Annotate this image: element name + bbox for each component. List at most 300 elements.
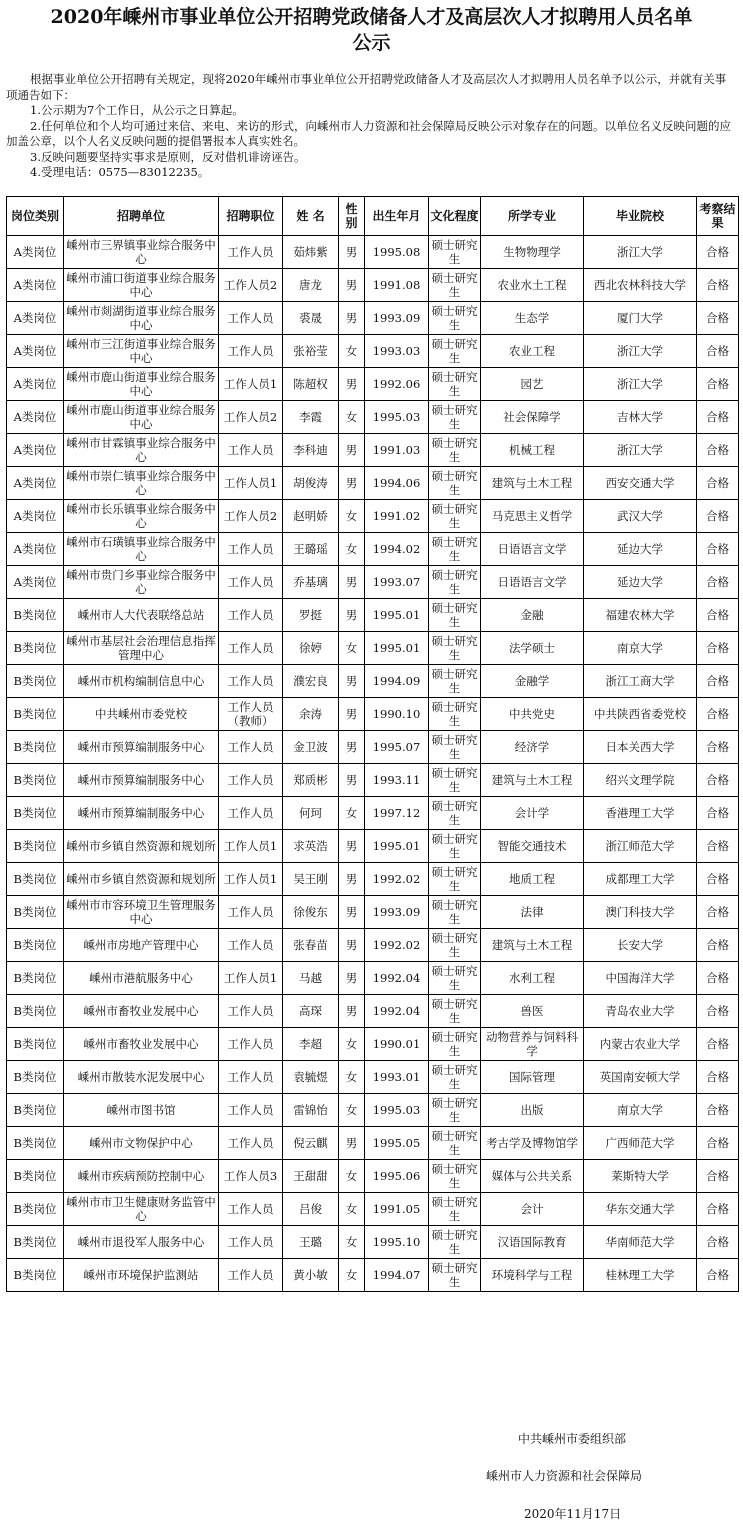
cell-position: 工作人员 xyxy=(219,302,283,335)
cell-name: 余涛 xyxy=(283,698,339,731)
cell-gender: 女 xyxy=(339,401,365,434)
cell-name: 徐婷 xyxy=(283,632,339,665)
cell-name: 高琛 xyxy=(283,995,339,1028)
cell-name: 袁毓煜 xyxy=(283,1061,339,1094)
cell-major: 国际管理 xyxy=(481,1061,584,1094)
cell-major: 社会保障学 xyxy=(481,401,584,434)
cell-employer: 嵊州市石璜镇事业综合服务中心 xyxy=(64,533,219,566)
table-row xyxy=(7,1094,739,1127)
table-row xyxy=(7,599,739,632)
cell-result: 合格 xyxy=(697,1259,739,1292)
cell-post-category: B类岗位 xyxy=(7,599,64,632)
cell-name: 金卫波 xyxy=(283,731,339,764)
cell-education: 硕士研究生 xyxy=(429,929,481,962)
cell-birth: 1992.04 xyxy=(365,995,429,1028)
cell-school: 西北农林科技大学 xyxy=(584,269,697,302)
table-row xyxy=(7,401,739,434)
header-school: 毕业院校 xyxy=(584,197,697,236)
cell-birth: 1995.05 xyxy=(365,1127,429,1160)
table-header-row xyxy=(7,197,739,236)
cell-employer: 嵊州市崇仁镇事业综合服务中心 xyxy=(64,467,219,500)
cell-position: 工作人员 xyxy=(219,929,283,962)
cell-birth: 1995.07 xyxy=(365,731,429,764)
cell-result: 合格 xyxy=(697,830,739,863)
cell-major: 马克思主义哲学 xyxy=(481,500,584,533)
cell-birth: 1991.02 xyxy=(365,500,429,533)
cell-school: 莱斯特大学 xyxy=(584,1160,697,1193)
cell-birth: 1993.11 xyxy=(365,764,429,797)
cell-school: 浙江大学 xyxy=(584,335,697,368)
cell-birth: 1993.09 xyxy=(365,302,429,335)
table-row xyxy=(7,1193,739,1226)
cell-education: 硕士研究生 xyxy=(429,632,481,665)
cell-post-category: B类岗位 xyxy=(7,797,64,830)
header-major: 所学专业 xyxy=(481,197,584,236)
cell-school: 澳门科技大学 xyxy=(584,896,697,929)
cell-education: 硕士研究生 xyxy=(429,1160,481,1193)
cell-employer: 嵊州市剡湖街道事业综合服务中心 xyxy=(64,302,219,335)
cell-result: 合格 xyxy=(697,995,739,1028)
cell-result: 合格 xyxy=(697,1127,739,1160)
table-row xyxy=(7,830,739,863)
cell-major: 汉语国际教育 xyxy=(481,1226,584,1259)
cell-school: 日本关西大学 xyxy=(584,731,697,764)
cell-education: 硕士研究生 xyxy=(429,566,481,599)
cell-post-category: B类岗位 xyxy=(7,896,64,929)
cell-birth: 1994.06 xyxy=(365,467,429,500)
cell-employer: 嵊州市畜牧业发展中心 xyxy=(64,1028,219,1061)
cell-birth: 1990.01 xyxy=(365,1028,429,1061)
cell-post-category: B类岗位 xyxy=(7,665,64,698)
cell-employer: 嵊州市港航服务中心 xyxy=(64,962,219,995)
intro-item-2: 2.任何单位和个人均可通过来信、来电、来访的形式，向嵊州市人力资源和社会保障局反映公示对象存在的问题。以单位名义反映问题的应加盖公章，以个人名义反映问题的提倡署报本人真实姓名。 xyxy=(6,118,731,148)
cell-education: 硕士研究生 xyxy=(429,533,481,566)
cell-employer: 嵊州市贵门乡事业综合服务中心 xyxy=(64,566,219,599)
cell-major: 农业工程 xyxy=(481,335,584,368)
cell-position: 工作人员1 xyxy=(219,863,283,896)
table-row xyxy=(7,764,739,797)
cell-position: 工作人员2 xyxy=(219,500,283,533)
cell-post-category: A类岗位 xyxy=(7,236,64,269)
cell-result: 合格 xyxy=(697,434,739,467)
cell-gender: 男 xyxy=(339,830,365,863)
cell-position: 工作人员 xyxy=(219,665,283,698)
cell-name: 徐俊东 xyxy=(283,896,339,929)
cell-gender: 女 xyxy=(339,1028,365,1061)
cell-major: 金融 xyxy=(481,599,584,632)
cell-result: 合格 xyxy=(697,302,739,335)
cell-employer: 嵊州市市卫生健康财务监管中心 xyxy=(64,1193,219,1226)
cell-birth: 1992.06 xyxy=(365,368,429,401)
candidate-table xyxy=(6,196,739,1292)
cell-gender: 男 xyxy=(339,599,365,632)
cell-school: 桂林理工大学 xyxy=(584,1259,697,1292)
table-row xyxy=(7,797,739,830)
cell-education: 硕士研究生 xyxy=(429,434,481,467)
cell-birth: 1995.03 xyxy=(365,1094,429,1127)
cell-birth: 1995.08 xyxy=(365,236,429,269)
cell-school: 长安大学 xyxy=(584,929,697,962)
cell-major: 生物物理学 xyxy=(481,236,584,269)
cell-major: 机械工程 xyxy=(481,434,584,467)
table-row xyxy=(7,533,739,566)
cell-result: 合格 xyxy=(697,236,739,269)
cell-birth: 1992.04 xyxy=(365,962,429,995)
cell-employer: 嵊州市畜牧业发展中心 xyxy=(64,995,219,1028)
cell-school: 华南师范大学 xyxy=(584,1226,697,1259)
cell-result: 合格 xyxy=(697,632,739,665)
cell-major: 园艺 xyxy=(481,368,584,401)
cell-employer: 嵊州市环境保护监测站 xyxy=(64,1259,219,1292)
cell-school: 浙江大学 xyxy=(584,236,697,269)
table-row xyxy=(7,1127,739,1160)
cell-education: 硕士研究生 xyxy=(429,1193,481,1226)
cell-gender: 男 xyxy=(339,995,365,1028)
header-position: 招聘职位 xyxy=(219,197,283,236)
cell-name: 李超 xyxy=(283,1028,339,1061)
cell-result: 合格 xyxy=(697,401,739,434)
cell-post-category: A类岗位 xyxy=(7,434,64,467)
table-row xyxy=(7,929,739,962)
intro-item-1: 1.公示期为7个工作日，从公示之日算起。 xyxy=(30,103,244,117)
cell-education: 硕士研究生 xyxy=(429,995,481,1028)
cell-name: 黄小敏 xyxy=(283,1259,339,1292)
cell-name: 张裕莹 xyxy=(283,335,339,368)
cell-school: 浙江大学 xyxy=(584,368,697,401)
cell-major: 环境科学与工程 xyxy=(481,1259,584,1292)
table-row xyxy=(7,566,739,599)
cell-gender: 男 xyxy=(339,368,365,401)
cell-post-category: B类岗位 xyxy=(7,1127,64,1160)
cell-education: 硕士研究生 xyxy=(429,401,481,434)
cell-school: 武汉大学 xyxy=(584,500,697,533)
cell-school: 南京大学 xyxy=(584,632,697,665)
cell-major: 金融学 xyxy=(481,665,584,698)
cell-school: 内蒙古农业大学 xyxy=(584,1028,697,1061)
table-row xyxy=(7,1160,739,1193)
table-row xyxy=(7,1259,739,1292)
cell-gender: 男 xyxy=(339,896,365,929)
cell-name: 倪云麒 xyxy=(283,1127,339,1160)
cell-result: 合格 xyxy=(697,1094,739,1127)
cell-name: 雷锦怡 xyxy=(283,1094,339,1127)
cell-post-category: B类岗位 xyxy=(7,830,64,863)
cell-education: 硕士研究生 xyxy=(429,731,481,764)
cell-major: 日语语言文学 xyxy=(481,533,584,566)
cell-name: 王璐瑶 xyxy=(283,533,339,566)
cell-position: 工作人员 xyxy=(219,995,283,1028)
cell-gender: 女 xyxy=(339,1259,365,1292)
table-row xyxy=(7,335,739,368)
cell-gender: 男 xyxy=(339,1127,365,1160)
cell-major: 媒体与公共关系 xyxy=(481,1160,584,1193)
cell-post-category: A类岗位 xyxy=(7,467,64,500)
cell-post-category: B类岗位 xyxy=(7,1160,64,1193)
cell-post-category: A类岗位 xyxy=(7,401,64,434)
cell-position: 工作人员（教师） xyxy=(219,698,283,731)
cell-position: 工作人员 xyxy=(219,797,283,830)
cell-result: 合格 xyxy=(697,698,739,731)
cell-education: 硕士研究生 xyxy=(429,1061,481,1094)
cell-education: 硕士研究生 xyxy=(429,962,481,995)
cell-gender: 男 xyxy=(339,665,365,698)
cell-position: 工作人员 xyxy=(219,896,283,929)
cell-school: 中国海洋大学 xyxy=(584,962,697,995)
cell-major: 会计学 xyxy=(481,797,584,830)
cell-position: 工作人员 xyxy=(219,236,283,269)
cell-position: 工作人员 xyxy=(219,566,283,599)
cell-post-category: B类岗位 xyxy=(7,995,64,1028)
cell-major: 动物营养与饲料科学 xyxy=(481,1028,584,1061)
cell-education: 硕士研究生 xyxy=(429,1226,481,1259)
cell-education: 硕士研究生 xyxy=(429,302,481,335)
cell-result: 合格 xyxy=(697,566,739,599)
cell-post-category: B类岗位 xyxy=(7,1094,64,1127)
cell-name: 陈超权 xyxy=(283,368,339,401)
table-row xyxy=(7,632,739,665)
cell-school: 青岛农业大学 xyxy=(584,995,697,1028)
cell-education: 硕士研究生 xyxy=(429,830,481,863)
table-row xyxy=(7,962,739,995)
cell-employer: 嵊州市乡镇自然资源和规划所 xyxy=(64,863,219,896)
cell-gender: 男 xyxy=(339,962,365,995)
cell-birth: 1995.01 xyxy=(365,632,429,665)
cell-gender: 男 xyxy=(339,467,365,500)
table-row xyxy=(7,698,739,731)
cell-birth: 1995.10 xyxy=(365,1226,429,1259)
cell-gender: 女 xyxy=(339,1160,365,1193)
cell-education: 硕士研究生 xyxy=(429,764,481,797)
cell-employer: 嵊州市甘霖镇事业综合服务中心 xyxy=(64,434,219,467)
cell-result: 合格 xyxy=(697,764,739,797)
cell-name: 李霞 xyxy=(283,401,339,434)
cell-name: 张春苗 xyxy=(283,929,339,962)
cell-employer: 嵊州市预算编制服务中心 xyxy=(64,764,219,797)
cell-gender: 女 xyxy=(339,632,365,665)
cell-school: 成都理工大学 xyxy=(584,863,697,896)
header-post-category: 岗位类别 xyxy=(7,197,64,236)
cell-school: 浙江大学 xyxy=(584,434,697,467)
cell-result: 合格 xyxy=(697,335,739,368)
cell-major: 考古学及博物馆学 xyxy=(481,1127,584,1160)
cell-education: 硕士研究生 xyxy=(429,599,481,632)
cell-education: 硕士研究生 xyxy=(429,335,481,368)
cell-name: 马越 xyxy=(283,962,339,995)
cell-major: 地质工程 xyxy=(481,863,584,896)
cell-school: 英国南安顿大学 xyxy=(584,1061,697,1094)
cell-result: 合格 xyxy=(697,1061,739,1094)
cell-gender: 男 xyxy=(339,863,365,896)
cell-name: 胡俊涛 xyxy=(283,467,339,500)
cell-position: 工作人员2 xyxy=(219,269,283,302)
cell-birth: 1994.02 xyxy=(365,533,429,566)
cell-major: 水利工程 xyxy=(481,962,584,995)
cell-result: 合格 xyxy=(697,863,739,896)
cell-school: 延边大学 xyxy=(584,533,697,566)
title-line-2: 公示 xyxy=(352,32,391,54)
cell-position: 工作人员1 xyxy=(219,830,283,863)
cell-birth: 1997.12 xyxy=(365,797,429,830)
cell-employer: 嵊州市散装水泥发展中心 xyxy=(64,1061,219,1094)
cell-education: 硕士研究生 xyxy=(429,1094,481,1127)
cell-employer: 嵊州市预算编制服务中心 xyxy=(64,797,219,830)
cell-result: 合格 xyxy=(697,731,739,764)
cell-education: 硕士研究生 xyxy=(429,665,481,698)
cell-major: 建筑与土木工程 xyxy=(481,929,584,962)
cell-major: 中共党史 xyxy=(481,698,584,731)
cell-position: 工作人员2 xyxy=(219,401,283,434)
cell-gender: 女 xyxy=(339,533,365,566)
cell-birth: 1991.05 xyxy=(365,1193,429,1226)
cell-gender: 女 xyxy=(339,1094,365,1127)
cell-post-category: B类岗位 xyxy=(7,962,64,995)
cell-gender: 女 xyxy=(339,797,365,830)
cell-employer: 嵊州市三界镇事业综合服务中心 xyxy=(64,236,219,269)
table-row xyxy=(7,995,739,1028)
cell-position: 工作人员 xyxy=(219,1127,283,1160)
cell-birth: 1991.08 xyxy=(365,269,429,302)
footer-org-2: 嵊州市人力资源和社会保障局 xyxy=(486,1469,643,1483)
cell-education: 硕士研究生 xyxy=(429,1259,481,1292)
cell-result: 合格 xyxy=(697,269,739,302)
cell-education: 硕士研究生 xyxy=(429,236,481,269)
cell-position: 工作人员 xyxy=(219,1028,283,1061)
cell-name: 赵明娇 xyxy=(283,500,339,533)
table-body xyxy=(7,236,739,1292)
header-employer: 招聘单位 xyxy=(64,197,219,236)
cell-position: 工作人员 xyxy=(219,1193,283,1226)
cell-gender: 男 xyxy=(339,269,365,302)
cell-gender: 男 xyxy=(339,566,365,599)
cell-post-category: B类岗位 xyxy=(7,1061,64,1094)
cell-birth: 1993.07 xyxy=(365,566,429,599)
cell-employer: 嵊州市人大代表联络总站 xyxy=(64,599,219,632)
cell-gender: 女 xyxy=(339,1193,365,1226)
cell-employer: 嵊州市长乐镇事业综合服务中心 xyxy=(64,500,219,533)
cell-name: 求英浩 xyxy=(283,830,339,863)
cell-position: 工作人员 xyxy=(219,599,283,632)
cell-name: 罗挺 xyxy=(283,599,339,632)
cell-employer: 嵊州市市容环境卫生管理服务中心 xyxy=(64,896,219,929)
cell-education: 硕士研究生 xyxy=(429,863,481,896)
header-gender: 性别 xyxy=(339,197,365,236)
cell-position: 工作人员1 xyxy=(219,467,283,500)
cell-name: 唐龙 xyxy=(283,269,339,302)
cell-post-category: A类岗位 xyxy=(7,335,64,368)
cell-result: 合格 xyxy=(697,1226,739,1259)
cell-name: 濮宏良 xyxy=(283,665,339,698)
cell-position: 工作人员1 xyxy=(219,962,283,995)
cell-major: 出版 xyxy=(481,1094,584,1127)
cell-result: 合格 xyxy=(697,500,739,533)
cell-position: 工作人员 xyxy=(219,764,283,797)
cell-name: 王璐 xyxy=(283,1226,339,1259)
cell-employer: 嵊州市疾病预防控制中心 xyxy=(64,1160,219,1193)
cell-position: 工作人员 xyxy=(219,731,283,764)
cell-result: 合格 xyxy=(697,599,739,632)
cell-birth: 1994.07 xyxy=(365,1259,429,1292)
cell-birth: 1990.10 xyxy=(365,698,429,731)
table-row xyxy=(7,302,739,335)
cell-result: 合格 xyxy=(697,665,739,698)
cell-name: 何珂 xyxy=(283,797,339,830)
cell-major: 建筑与土木工程 xyxy=(481,467,584,500)
cell-result: 合格 xyxy=(697,1028,739,1061)
footer-date: 2020年11月17日 xyxy=(524,1507,622,1521)
cell-post-category: B类岗位 xyxy=(7,1028,64,1061)
cell-employer: 嵊州市房地产管理中心 xyxy=(64,929,219,962)
cell-major: 智能交通技术 xyxy=(481,830,584,863)
cell-post-category: A类岗位 xyxy=(7,368,64,401)
cell-name: 裘晟 xyxy=(283,302,339,335)
table-row xyxy=(7,1028,739,1061)
cell-school: 延边大学 xyxy=(584,566,697,599)
table-row xyxy=(7,269,739,302)
cell-position: 工作人员3 xyxy=(219,1160,283,1193)
cell-name: 郑质彬 xyxy=(283,764,339,797)
cell-education: 硕士研究生 xyxy=(429,698,481,731)
page-title xyxy=(0,4,743,56)
cell-major: 建筑与土木工程 xyxy=(481,764,584,797)
table-row xyxy=(7,1061,739,1094)
table-row xyxy=(7,434,739,467)
cell-school: 厦门大学 xyxy=(584,302,697,335)
header-result: 考察结果 xyxy=(697,197,739,236)
cell-education: 硕士研究生 xyxy=(429,368,481,401)
cell-name: 王甜甜 xyxy=(283,1160,339,1193)
cell-birth: 1994.09 xyxy=(365,665,429,698)
cell-major: 法律 xyxy=(481,896,584,929)
cell-birth: 1995.03 xyxy=(365,401,429,434)
cell-major: 会计 xyxy=(481,1193,584,1226)
cell-name: 乔基璃 xyxy=(283,566,339,599)
table-row xyxy=(7,236,739,269)
cell-education: 硕士研究生 xyxy=(429,500,481,533)
cell-position: 工作人员 xyxy=(219,434,283,467)
cell-result: 合格 xyxy=(697,896,739,929)
cell-result: 合格 xyxy=(697,797,739,830)
cell-school: 绍兴文理学院 xyxy=(584,764,697,797)
cell-birth: 1992.02 xyxy=(365,863,429,896)
cell-post-category: B类岗位 xyxy=(7,1259,64,1292)
cell-name: 吕俊 xyxy=(283,1193,339,1226)
cell-school: 福建农林大学 xyxy=(584,599,697,632)
cell-school: 南京大学 xyxy=(584,1094,697,1127)
cell-position: 工作人员 xyxy=(219,1094,283,1127)
cell-post-category: B类岗位 xyxy=(7,698,64,731)
cell-post-category: B类岗位 xyxy=(7,764,64,797)
cell-employer: 嵊州市预算编制服务中心 xyxy=(64,731,219,764)
cell-employer: 嵊州市基层社会治理信息指挥管理中心 xyxy=(64,632,219,665)
cell-education: 硕士研究生 xyxy=(429,467,481,500)
header-name: 姓 名 xyxy=(283,197,339,236)
cell-employer: 嵊州市退役军人服务中心 xyxy=(64,1226,219,1259)
cell-gender: 女 xyxy=(339,335,365,368)
cell-result: 合格 xyxy=(697,1193,739,1226)
cell-post-category: A类岗位 xyxy=(7,500,64,533)
cell-gender: 男 xyxy=(339,434,365,467)
table-row xyxy=(7,731,739,764)
cell-major: 兽医 xyxy=(481,995,584,1028)
cell-major: 生态学 xyxy=(481,302,584,335)
cell-post-category: B类岗位 xyxy=(7,731,64,764)
cell-post-category: A类岗位 xyxy=(7,302,64,335)
cell-post-category: A类岗位 xyxy=(7,533,64,566)
cell-education: 硕士研究生 xyxy=(429,269,481,302)
cell-position: 工作人员1 xyxy=(219,368,283,401)
table-row xyxy=(7,467,739,500)
cell-position: 工作人员 xyxy=(219,335,283,368)
